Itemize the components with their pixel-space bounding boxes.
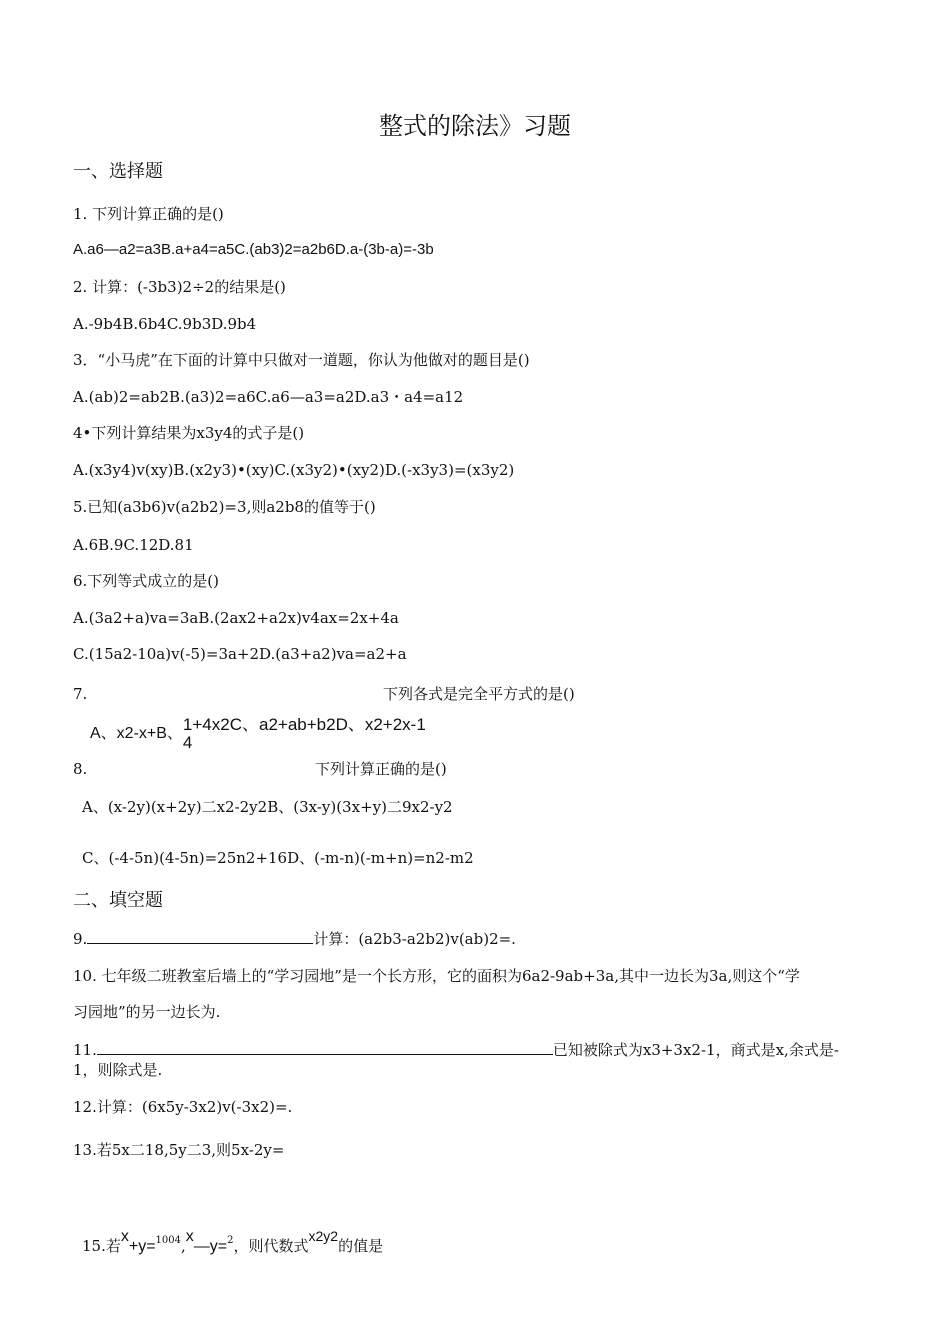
question-11-number: 11. — [73, 1041, 97, 1059]
question-15-value-2: 2 — [227, 1235, 234, 1246]
question-15-expr-plus-y: +y= — [128, 1238, 156, 1255]
question-7-fraction-denominator: 4 — [182, 733, 193, 752]
page-title: 整式的除法》习题 — [379, 112, 571, 140]
question-3-stem: 3．“小马虎”在下面的计算中只做对一道题，你认为他做对的题目是() — [73, 351, 530, 369]
question-1-options: A.a6—a2=a3B.a+a4=a5C.(ab3)2=a2b6D.a-(3b-a)=-3b — [73, 241, 434, 258]
question-15-value-1004: 1004 — [155, 1235, 181, 1246]
question-5-stem: 5.已知(a3b6)v(a2b2)=3,则a2b8的值等于() — [73, 498, 376, 516]
question-4-stem: 4•下列计算结果为x3y4的式子是() — [73, 424, 305, 442]
question-7-option-a: A、x2-x+B、 — [90, 725, 183, 743]
question-11 — [73, 1040, 839, 1060]
question-7-number: 7. — [73, 685, 88, 703]
answer-blank-9[interactable] — [87, 929, 313, 944]
question-1-stem: 1. 下列计算正确的是() — [73, 205, 224, 223]
question-8-number: 8. — [73, 760, 88, 778]
question-9-text: 计算：(a2b3-a2b2)v(ab)2=. — [313, 930, 516, 948]
question-15 — [82, 1228, 384, 1263]
question-15-expr-x1: x — [120, 1228, 129, 1245]
question-15-expr-x2y2: x2y2 — [308, 1228, 339, 1244]
question-7-fraction — [183, 716, 426, 752]
question-8-stem: 下列计算正确的是() — [315, 760, 447, 778]
question-5-options: A.6B.9C.12D.81 — [73, 536, 194, 554]
question-9-number: 9. — [73, 930, 88, 948]
question-15-expr-x2: x — [185, 1228, 194, 1245]
question-9 — [73, 929, 516, 949]
question-2-options: A.-9b4B.6b4C.9b3D.9b4 — [73, 315, 257, 333]
answer-blank-11[interactable] — [97, 1040, 553, 1055]
section-heading-fill: 二、填空题 — [73, 890, 163, 911]
question-8-options-ab: A、(x-2y)(x+2y)二x2-2y2B、(3x-y)(3x+y)二9x2-y2 — [82, 798, 453, 816]
question-6-options-ab: A.(3a2+a)va=3aB.(2ax2+a2x)v4ax=2x+4a — [73, 609, 399, 627]
question-3-options: A.(ab)2=ab2B.(a3)2=a6C.a6—a3=a2D.a3・a4=a12 — [73, 388, 464, 406]
question-10-line-2: 习园地”的另一边长为. — [73, 1003, 221, 1021]
question-6-options-cd: C.(15a2-10a)v(-5)=3a+2D.(a3+a2)va=a2+a — [73, 645, 407, 663]
question-15-tail: 的值是 — [338, 1237, 384, 1255]
question-4-options: A.(x3y4)v(xy)B.(x2y3)•(xy)C.(x3y2)•(xy2)D.(-x3y3)=(x3y2) — [73, 461, 515, 479]
question-7-options — [90, 716, 426, 752]
question-12: 12.计算：(6x5y-3x2)v(-3x2)=. — [73, 1098, 293, 1116]
question-2-stem: 2. 计算：(-3b3)2÷2的结果是() — [73, 278, 286, 296]
question-11-text: 已知被除式为x3+3x2-1，商式是x,余式是- — [552, 1041, 839, 1059]
question-15-text: ，则代数式 — [233, 1237, 309, 1255]
section-heading-choice: 一、选择题 — [73, 161, 163, 182]
question-11-line-2: 1，则除式是. — [73, 1061, 163, 1079]
question-15-expr-minus-y: —y= — [193, 1238, 228, 1255]
question-10-line-1: 10. 七年级二班教室后墙上的“学习园地”是一个长方形，它的面积为6a2-9ab+3a,其中一边长为3a,则这个“学 — [73, 967, 800, 985]
question-7-fraction-line: 1+4x2C、a2+ab+b2D、x2+2x-1 — [182, 715, 426, 734]
question-15-prefix: 15.若 — [82, 1237, 121, 1255]
question-6-stem: 6.下列等式成立的是() — [73, 572, 220, 590]
question-7-stem: 下列各式是完全平方式的是() — [383, 685, 575, 703]
question-8-options-cd: C、(-4-5n)(4-5n)=25n2+16D、(-m-n)(-m+n)=n2-m2 — [82, 849, 474, 867]
question-13: 13.若5x二18,5y二3,则5x-2y= — [73, 1141, 285, 1159]
question-15-comma: , — [181, 1237, 186, 1255]
